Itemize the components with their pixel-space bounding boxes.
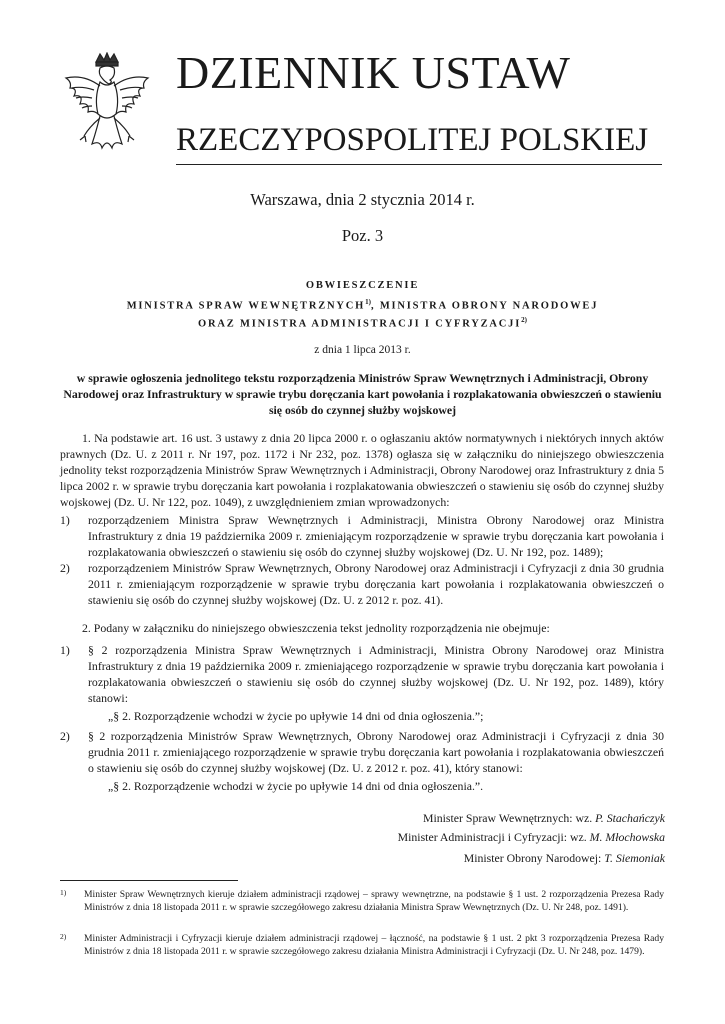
list2-item-text: § 2 rozporządzenia Ministra Spraw Wewnętrznych i Administracji, Ministra Obrony Narodowej oraz Ministra Infrastruktury z dnia 19 października 2009 r. zmieniającego rozporządzenie w sprawie trybu doręczania kart powołania i rozplakatowania obwieszczeń o stawieniu się osób do czynnej służby wojskowej (Dz. U. Nr 192, poz. 1489), który stanowi: — [88, 643, 664, 705]
list2-item-text: § 2 rozporządzenia Ministrów Spraw Wewnętrznych, Obrony Narodowej oraz Administracji i Cyfryzacji z dnia 30 grudnia 2011 r. zmieniającego rozporządzenie w sprawie trybu doręczania kart powołania i rozplakatowania obwieszczeń o stawieniu się osób do czynnej służby wojskowej (Dz. U. z 2012 r. poz. 41), który stanowi: — [88, 729, 664, 775]
list2-item-number: 2) — [60, 729, 70, 743]
signature-role: Minister Administracji i Cyfryzacji: wz. — [397, 830, 590, 844]
list1-item-text: rozporządzeniem Ministra Spraw Wewnętrznych i Administracji, Ministra Obrony Narodowej oraz Ministra Infrastruktury z dnia 19 października 2009 r. zmieniającym rozporządzenie w sprawie trybu doręczania kart powołania i rozplakatowania obwieszczeń o stawieniu się osób do czynnej służby wojskowej (Dz. U. Nr 192, poz. 1489); — [88, 513, 664, 559]
act-subject: w sprawie ogłoszenia jednolitego tekstu rozporządzenia Ministrów Spraw Wewnętrznych i Administracji, Obrony Narodowej oraz Infrastruktury w sprawie trybu doręczania kart powołania i rozplakatowania obwieszczeń o stawieniu się osób do czynnej służby wojskowej — [63, 371, 662, 417]
list2-item-number: 1) — [60, 643, 70, 657]
signature-name: M. Młochowska — [589, 830, 665, 844]
footnote-divider — [60, 880, 238, 881]
signature-line — [423, 810, 665, 826]
signature-name: T. Siemoniak — [604, 851, 665, 865]
signature-role: Minister Obrony Narodowej: — [463, 851, 605, 865]
act-heading-line1: OBWIESZCZENIE — [305, 280, 420, 291]
act-heading-line3 — [0, 316, 725, 330]
quoted-provision: „§ 2. Rozporządzenie wchodzi w życie po upływie 14 dni od dnia ogłoszenia.”; — [108, 709, 484, 723]
list1-item-number: 1) — [60, 513, 70, 527]
position-number: Poz. 3 — [341, 226, 384, 245]
header-divider — [176, 164, 662, 165]
list2-item — [60, 728, 664, 776]
paragraph-2: 2. Podany w załączniku do niniejszego obwieszczenia tekst jednolity rozporządzenia nie obejmuje: — [82, 621, 550, 635]
signature-name: P. Stachańczyk — [595, 811, 665, 825]
signature-line — [398, 829, 665, 845]
eagle-emblem-icon — [58, 52, 156, 160]
act-heading-line3-text: ORAZ MINISTRA ADMINISTRACJI I CYFRYZACJI — [198, 318, 522, 330]
publication-date: Warszawa, dnia 2 stycznia 2014 r. — [250, 190, 475, 209]
footnote-text: Minister Administracji i Cyfryzacji kieruje działem administracji rządowej – łączność, na podstawie § 1 ust. 2 pkt 3 rozporządzenia Prezesa Rady Ministrów z dnia 18 listopada 2011 r. w sprawie szczegółowego zakresu działania Ministra Administracji i Cyfryzacji (Dz. U. Nr 248, poz. 1479). — [84, 933, 664, 957]
act-date: z dnia 1 lipca 2013 r. — [314, 344, 411, 356]
quoted-provision: „§ 2. Rozporządzenie wchodzi w życie po upływie 14 dni od dnia ogłoszenia.”. — [108, 779, 484, 793]
footnote — [60, 932, 664, 958]
signature-role: Minister Spraw Wewnętrznych: wz. — [422, 811, 596, 825]
journal-subtitle: RZECZYPOSPOLITEJ POLSKIEJ — [176, 122, 649, 158]
list1-item — [60, 512, 664, 560]
journal-title: DZIENNIK USTAW — [176, 47, 571, 98]
footnote — [60, 888, 664, 914]
paragraph-1: 1. Na podstawie art. 16 ust. 3 ustawy z dnia 20 lipca 2000 r. o ogłaszaniu aktów normatywnych i niektórych innych aktów prawnych (Dz. U. z 2011 r. Nr 197, poz. 1172 i Nr 232, poz. 1378) ogłasza się w załączniku do niniejszego obwieszczenia jednolity tekst rozporządzenia Ministrów Spraw Wewnętrznych i Administracji, Obrony Narodowej oraz Infrastruktury z dnia 5 lipca 2002 r. w sprawie trybu doręczania kart powołania i rozplakatowania obwieszczeń o stawieniu się osób do czynnej służby wojskowej (Dz. U. Nr 122, poz. 1049), z uwzględnieniem zmian wprowadzonych: — [60, 431, 664, 509]
signature-line — [464, 850, 665, 866]
act-heading-line2 — [0, 298, 725, 312]
act-heading-line2-part1: MINISTRA SPRAW WEWNĘTRZNYCH — [126, 300, 366, 312]
list1-item-text: rozporządzeniem Ministrów Spraw Wewnętrznych, Obrony Narodowej oraz Administracji i Cyfryzacji z dnia 30 grudnia 2011 r. zmieniającym rozporządzenie w sprawie trybu doręczania kart powołania i rozplakatowania obwieszczeń o stawieniu się osób do czynnej służby wojskowej (Dz. U. z 2012 r. poz. 41). — [88, 561, 664, 607]
list1-item — [60, 560, 664, 608]
footnote-text: Minister Spraw Wewnętrznych kieruje działem administracji rządowej – sprawy wewnętrzne, na podstawie § 1 ust. 2 rozporządzenia Prezesa Rady Ministrów z dnia 18 listopada 2011 r. w sprawie szczegółowego zakresu działania Ministra Spraw Wewnętrznych (Dz. U. Nr 248, poz. 1491). — [84, 889, 664, 913]
footnote-ref-1: 1) — [365, 298, 371, 306]
footnote-number: 1) — [60, 888, 67, 897]
act-heading-line2-part2: , MINISTRA OBRONY NARODOWEJ — [370, 300, 599, 312]
list1-item-number: 2) — [60, 561, 70, 575]
footnote-number: 2) — [60, 932, 67, 941]
list2-item — [60, 642, 664, 706]
footnote-ref-2: 2) — [521, 316, 527, 324]
